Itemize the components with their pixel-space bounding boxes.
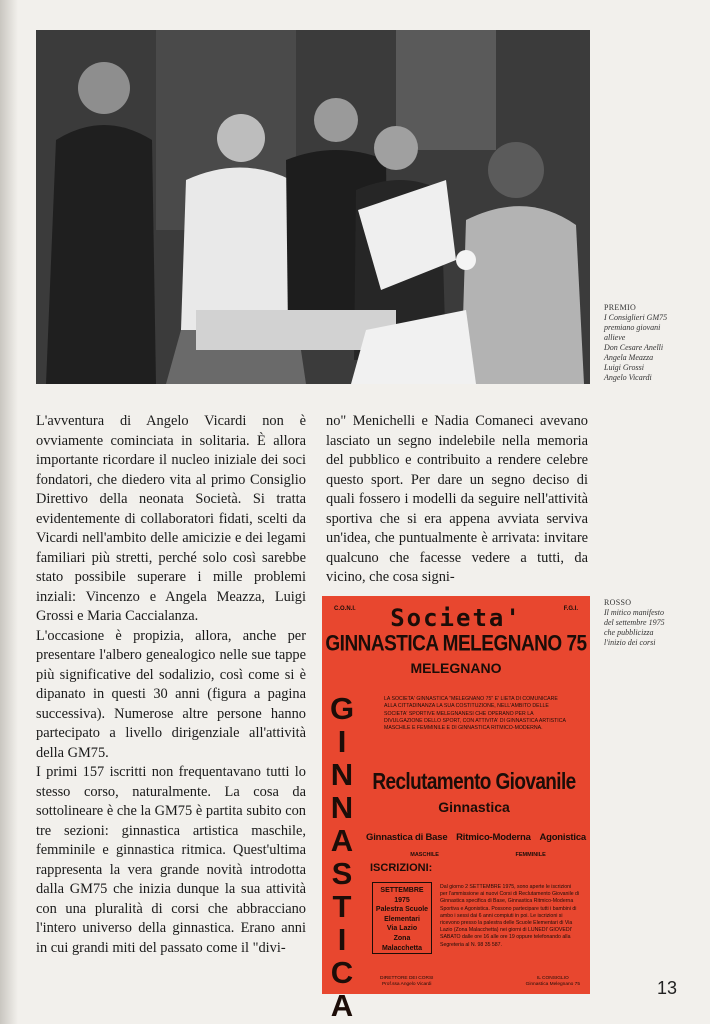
poster-footer-left <box>380 976 433 988</box>
page-edge <box>0 0 18 1024</box>
poster-society: Societa' <box>390 604 522 632</box>
recruitment-poster <box>322 596 590 1023</box>
poster-genders <box>372 852 584 858</box>
poster-coni-label: C.O.N.I. <box>334 606 356 612</box>
photo-caption-line: premiano giovani <box>604 323 661 332</box>
photo-illustration <box>36 30 590 384</box>
poster-iscrizioni-label: ISCRIZIONI: <box>370 862 433 874</box>
photo-caption-line: allieve <box>604 333 626 342</box>
poster-vertical-letter: T <box>332 889 352 924</box>
poster-footer-line: DIRETTORE DEI CORSI <box>380 976 434 981</box>
poster-vertical-letter: C <box>330 955 354 990</box>
photo-caption <box>604 303 699 383</box>
poster-vertical-letter: A <box>330 988 354 1023</box>
poster-caption-line: Il mitico manifesto <box>604 608 664 617</box>
poster-category: Agonistica <box>539 832 586 843</box>
poster-caption-title: ROSSO <box>604 598 632 607</box>
poster-box-line: Palestra Scuole <box>375 906 429 914</box>
poster-box-line: Via Lazio <box>386 925 418 933</box>
article-right-column <box>326 412 588 588</box>
poster-gender: MASCHILE <box>410 852 439 858</box>
poster-footer-line: Ginnastica Melegnano 75 <box>525 982 580 987</box>
poster-category: Ginnastica di Base <box>366 832 448 843</box>
article-left-column <box>36 412 306 958</box>
article-paragraph: no" Menichelli e Nadia Comaneci avevano lasciato un segno indelebile nella memoria del pubblico e contribuito a rendere celebre questo sport. Per dare un segno deciso di quali fossero i modelli da seguire nell'attività sportiva che si era appena avviata serviva un'idea, che puntualmente è arrivata: invitare qualcuno che facesse vedere a tutti, da vicino, che cosa signi- <box>326 413 588 585</box>
poster-vertical-letter: G <box>329 691 355 726</box>
poster-caption-line: del settembre 1975 <box>604 618 665 627</box>
poster-vertical-letter: I <box>337 724 347 759</box>
poster-gender: FEMMINILE <box>515 852 546 858</box>
award-photo <box>36 30 590 384</box>
poster-date-box <box>372 882 432 954</box>
poster-footer-line: Prof.ssa Angelo Vicardi <box>381 982 432 987</box>
poster-vertical-letter: N <box>330 790 354 825</box>
poster-headline: Reclutamento Giovanile <box>372 769 576 795</box>
poster-intro: LA SOCIETA' GINNASTICA "MELEGNANO 75" E' LIETA DI COMUNICARE ALLA CITTADINANZA LA SUA COSTITUZIONE, NELL'AMBITO DELLE SOCIETA' SPORTIVE MELEGNANESI CHE OPERANO PER LA DIVULGAZIONE DELLO SPORT, CON ATTIVITA' DI GINNASTICA ARTISTICA MASCHILE E FEMMINILE E DI GINNASTICA RITMICO-MODERNA. <box>384 696 566 732</box>
poster-vertical-word <box>328 692 356 1022</box>
poster-society-name: GINNASTICA MELEGNANO 75 <box>325 632 587 657</box>
poster-vertical-letter: S <box>331 856 353 891</box>
poster-vertical-letter: I <box>337 922 347 957</box>
photo-caption-line: Angelo Vicardi <box>604 373 652 382</box>
poster-vertical-letter: N <box>330 757 354 792</box>
poster-vertical-letter: A <box>330 823 354 858</box>
photo-caption-line: Luigi Grossi <box>604 363 644 372</box>
article-paragraph: I primi 157 iscritti non frequentavano tutti lo stesso corso, naturalmente. La cosa da sottolineare è che la GM75 è partita subito con tre sezioni: ginnastica artistica maschile, femminile e ginnastica ritmica. Quest'ultima rappresenta la vera grande novità introdotta dalla GM75 che inizia dunque la sua attività con una pluralità di corsi che abbracciano l'intero universo della ginnastica. Erano anni in cui grandi miti del passato come il "divi- <box>36 764 306 956</box>
article-paragraph: L'avventura di Angelo Vicardi non è ovviamente cominciata in solitaria. È allora importante ricordare il nucleo iniziale dei soci fondatori, che diedero vita al primo Consiglio Direttivo della neonata Società. Si tratta evidentemente di collaboratori fidati, scelti da Vicardi nell'ambito delle amicizie e dei legami familiari più stretti, perché solo così sarebbe stato possibile superare i mille problemi inziali: Vincenzo e Angela Meazza, Luigi Grossi e Maria Caccialanza. <box>36 413 306 624</box>
poster-details: Dal giorno 2 SETTEMBRE 1975, sono aperte le iscrizioni per l'ammissione ai nuovi Corsi di Reclutamento Giovanile di Ginnastica specifica di Base, Ginnastica Ritmico-Moderna Sportiva e Agonistica. Possono partecipare tutti i bambini di ambo i sessi dai 6 anni compiuti in poi. Le iscrizioni si ricevono presso la palestra delle Scuole Elementari di Via Lazio (Zona Malacchetta) nei giorni di LUNEDI' GIOVEDI' SABATO dalle ore 16 alle ore 19 oppure telefonando alla Segreteria al N. 98 35 587. <box>440 884 580 948</box>
poster-box-line: Elementari <box>384 915 420 923</box>
article-paragraph: L'occasione è propizia, allora, anche per presentare l'albero genealogico nelle sue tappe più significative del sodalizio, così come si è dipanato in questi 30 anni (figura a pagina successiva). Numerose altre persone hanno partecipato a livello dirigenziale all'attività della GM75. <box>36 627 306 761</box>
page-number: 13 <box>657 978 678 998</box>
photo-caption-title: PREMIO <box>604 303 637 312</box>
poster-caption-line: l'inizio dei corsi <box>604 638 656 647</box>
poster-category: Ritmico-Moderna <box>456 832 531 843</box>
poster-subheadline: Ginnastica <box>438 799 510 815</box>
poster-caption-line: che pubblicizza <box>604 628 654 637</box>
photo-caption-line: I Consiglieri GM75 <box>604 313 668 322</box>
photo-caption-line: Angela Meazza <box>604 353 654 362</box>
poster-footer-right <box>526 976 580 988</box>
poster-box-line: Zona Malacchetta <box>381 934 423 952</box>
poster-footer-line: IL CONSIGLIO <box>536 976 569 981</box>
photo-caption-line: Don Cesare Anelli <box>604 343 664 352</box>
poster-fgi-label: F.G.I. <box>563 606 578 612</box>
poster-box-line: 1975 <box>394 896 410 904</box>
poster-box-line: SETTEMBRE <box>380 887 424 894</box>
poster-categories <box>366 832 586 843</box>
poster-caption <box>604 598 700 648</box>
poster-town: MELEGNANO <box>410 660 502 676</box>
